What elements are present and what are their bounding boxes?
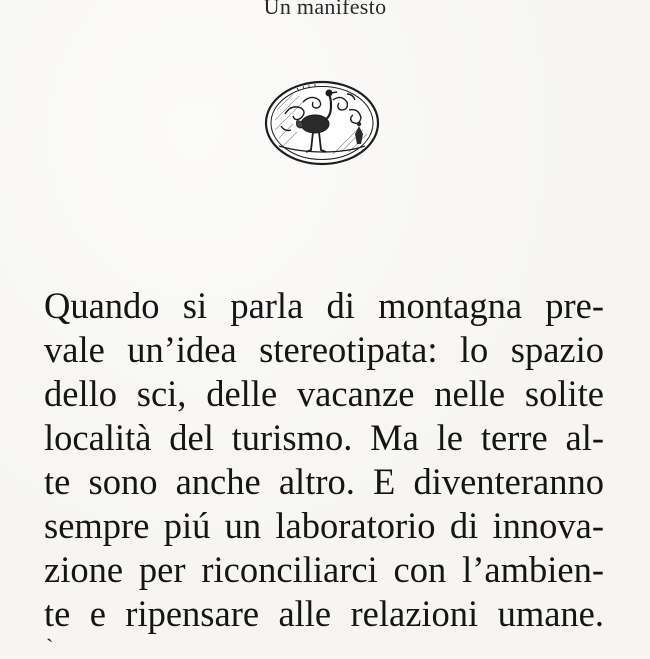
blurb-line: sempre piú un laboratorio di innova-	[44, 505, 604, 546]
blurb-line: zione per riconciliarci con l’ambien-	[44, 549, 604, 590]
cover-subtitle: Un manifesto	[263, 0, 387, 19]
cut-off-next-line: `	[46, 634, 54, 659]
blurb-line: località del turismo. Ma le terre al-	[44, 417, 604, 458]
blurb-line: dello sci, delle vacanze nelle solite	[44, 373, 604, 414]
ostrich-seal-emblem-icon	[263, 80, 381, 166]
blurb-line: Quando si parla di montagna pre-	[44, 285, 604, 326]
blurb-line: te e ripensare alle relazioni umane.	[44, 593, 604, 634]
blurb-line: te sono anche altro. E diventeranno	[44, 461, 604, 502]
back-cover-blurb	[44, 284, 604, 636]
blurb-line: vale un’idea stereotipata: lo spazio	[44, 329, 604, 370]
